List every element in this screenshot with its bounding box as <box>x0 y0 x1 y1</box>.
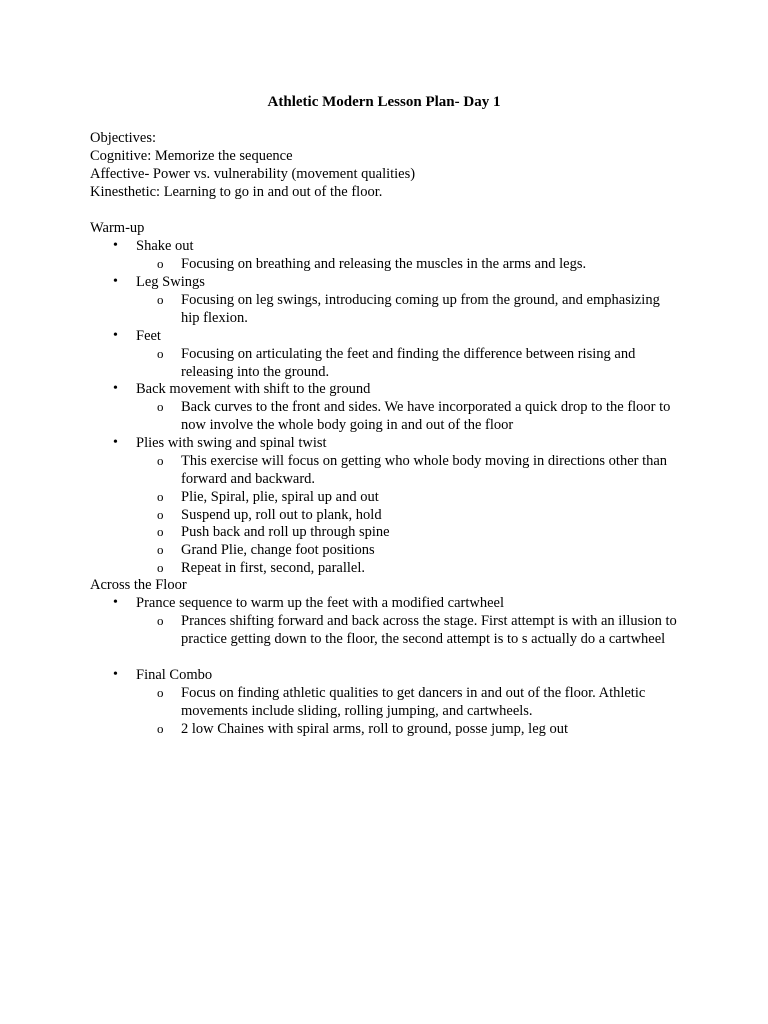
bullet-icon: • <box>113 667 118 682</box>
across-sub-item: Prances shifting forward and back across the stage. First attempt is with an illusion to practice getting down to the floor, the second attempt is to s actually do a cartwheel <box>181 613 677 647</box>
warmup-sub-item: Focusing on articulating the feet and finding the difference between rising and releasing into the ground. <box>181 346 636 380</box>
across-sub-item: Focus on finding athletic qualities to get dancers in and out of the floor. Athletic movements include sliding, rolling jumping, and cartwheels. <box>181 685 646 719</box>
warmup-item: Back movement with shift to the ground <box>136 381 371 397</box>
warmup-sub-item: Plie, Spiral, plie, spiral up and out <box>181 489 379 505</box>
bullet-icon: • <box>113 595 118 610</box>
bullet-icon: • <box>113 328 118 343</box>
warmup-heading: Warm-up <box>90 220 145 236</box>
warmup-sub-item: Push back and roll up through spine <box>181 524 390 540</box>
bullet-icon: • <box>113 381 118 396</box>
warmup-sub-item: Grand Plie, change foot positions <box>181 542 375 558</box>
warmup-sub-item: Back curves to the front and sides. We have incorporated a quick drop to the floor to now involve the whole body going in and out of the floor <box>181 399 671 433</box>
page-title: Athletic Modern Lesson Plan- Day 1 <box>267 94 501 110</box>
warmup-item: Plies with swing and spinal twist <box>136 435 327 451</box>
warmup-item: Shake out <box>136 238 194 254</box>
sub-bullet-icon: o <box>157 685 164 700</box>
warmup-item: Leg Swings <box>136 274 205 290</box>
sub-bullet-icon: o <box>157 560 164 575</box>
warmup-sub-item: Focusing on breathing and releasing the muscles in the arms and legs. <box>181 256 587 272</box>
sub-bullet-icon: o <box>157 346 164 361</box>
bullet-icon: • <box>113 435 118 450</box>
sub-bullet-icon: o <box>157 489 164 504</box>
sub-bullet-icon: o <box>157 292 164 307</box>
sub-bullet-icon: o <box>157 256 164 271</box>
across-item: Prance sequence to warm up the feet with a modified cartwheel <box>136 595 504 611</box>
bullet-icon: • <box>113 238 118 253</box>
bullet-icon: • <box>113 274 118 289</box>
objective-cognitive: Cognitive: Memorize the sequence <box>90 148 293 164</box>
across-item: Final Combo <box>136 667 213 683</box>
warmup-sub-item: Suspend up, roll out to plank, hold <box>181 507 382 523</box>
sub-bullet-icon: o <box>157 507 164 522</box>
warmup-item: Feet <box>136 328 161 344</box>
across-sub-item: 2 low Chaines with spiral arms, roll to ground, posse jump, leg out <box>181 721 569 737</box>
sub-bullet-icon: o <box>157 613 164 628</box>
sub-bullet-icon: o <box>157 542 164 557</box>
warmup-sub-item: This exercise will focus on getting who whole body moving in directions other than forward and backward. <box>181 453 668 487</box>
sub-bullet-icon: o <box>157 453 164 468</box>
warmup-sub-item: Repeat in first, second, parallel. <box>181 560 366 576</box>
objective-affective: Affective- Power vs. vulnerability (movement qualities) <box>90 166 416 182</box>
sub-bullet-icon: o <box>157 399 164 414</box>
objective-kinesthetic: Kinesthetic: Learning to go in and out of the floor. <box>90 184 383 200</box>
objectives-heading: Objectives: <box>90 130 157 146</box>
warmup-sub-item: Focusing on leg swings, introducing coming up from the ground, and emphasizing hip flexion. <box>181 292 660 326</box>
across-floor-heading: Across the Floor <box>90 577 187 593</box>
sub-bullet-icon: o <box>157 721 164 736</box>
sub-bullet-icon: o <box>157 524 164 539</box>
